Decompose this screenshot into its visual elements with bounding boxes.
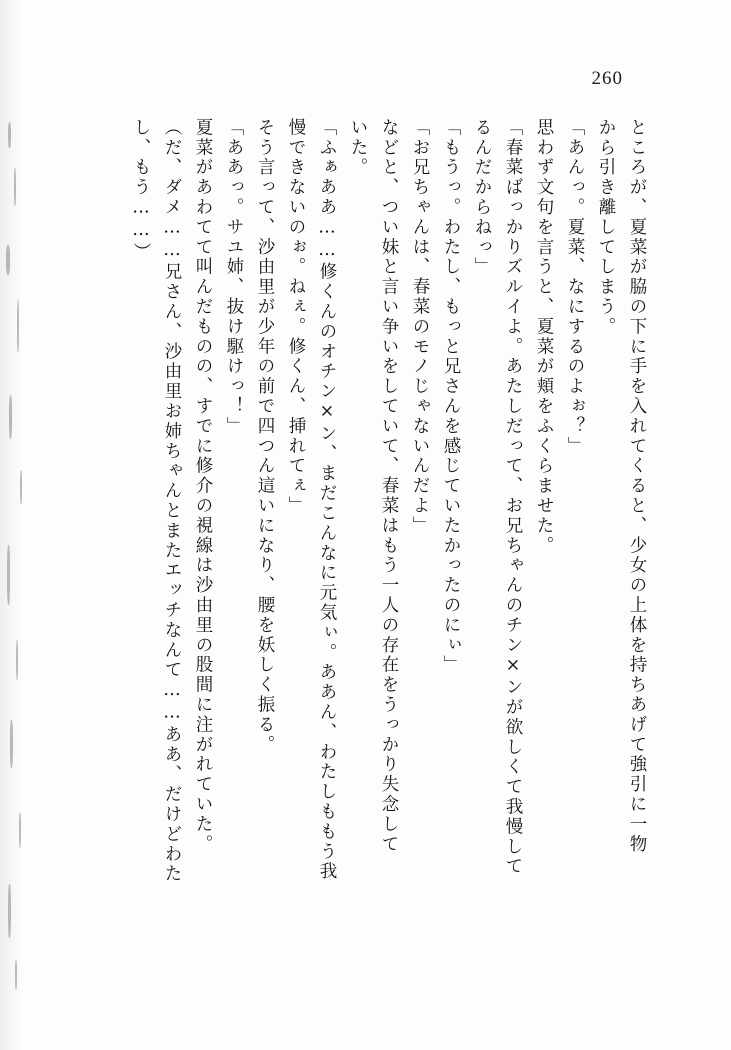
page-number: 260 [591,68,623,89]
text-column: 「もうっ。わたし、もっと兄さんを感じていたかったのにぃ」 [441,118,461,676]
scan-speck [20,470,22,504]
scan-speck [7,545,10,605]
body-text [80,118,645,978]
text-column: ところが、夏菜が脇の下に手を入れてくると、少女の上体を持ちあげて強引に一物 [627,118,647,855]
text-column: 「ふぁああ……修くんのオチン×ン、まだこんなに元気ぃ。ああん、わたしももう我 [317,118,337,882]
scan-speck [15,960,17,990]
text-column: 「ああっ。サユ姉、抜け駆けっ！」 [224,118,244,437]
scan-speck [9,395,12,439]
scan-speck [8,884,11,938]
scan-binding-edge [0,0,34,1050]
scan-speck [17,300,19,352]
text-column: （だ、ダメ……兄さん、沙由里お姉ちゃんとまたエッチなんて……ああ、だけどわた [162,118,182,885]
text-column: し、もう……） [131,118,151,263]
scan-speck [8,122,11,148]
scan-speck [14,168,16,206]
text-column: 「春菜ばっかりズルイよ。あたしだって、お兄ちゃんのチン×ンが欲しくて我慢して [503,118,523,877]
text-column: いた。 [348,118,368,178]
text-column: そう言って、沙由里が少年の前で四つん這いになり、腰を妖しく振る。 [255,118,275,755]
scan-speck [19,812,21,848]
scan-speck [6,245,10,275]
text-column: 「あんっ。夏菜、なにするのよぉ？」 [565,118,585,457]
text-column: などと、つい妹と言い争いをしていて、春菜はもう一人の存在をうっかり失念して [379,118,399,855]
text-column: から引き離してしまう。 [596,118,616,337]
text-column: 「お兄ちゃんは、春菜のモノじゃないんだよ」 [410,118,430,536]
scan-speck [16,640,18,680]
text-column: るんだからねっ」 [472,118,492,278]
scan-speck [10,720,13,768]
text-column: 夏菜があわてて叫んだものの、すでに修介の視線は沙由里の股間に注がれていた。 [193,118,213,855]
text-column: 思わず文句を言うと、夏菜が頬をふくらませた。 [534,118,554,556]
text-column: 慢できないのぉ。ねぇ。修くん、挿れてぇ」 [286,118,306,516]
